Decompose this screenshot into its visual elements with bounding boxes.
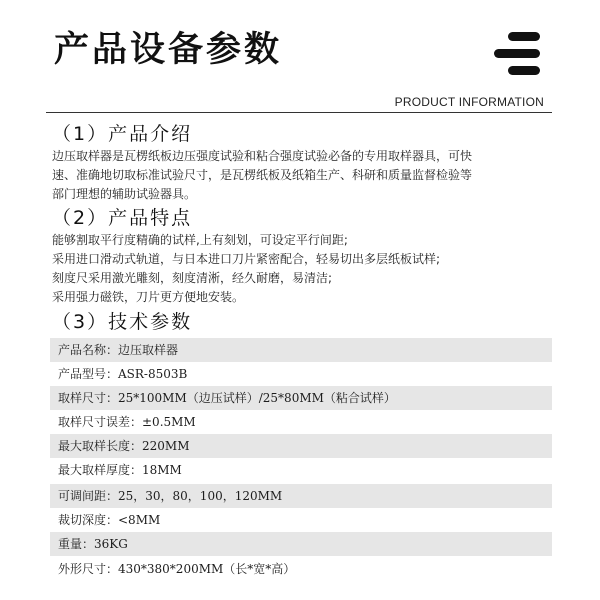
menu-icon[interactable] [494, 30, 546, 78]
features-paragraph [52, 231, 552, 307]
menu-bar-bottom [508, 66, 540, 75]
spec-row: 取样尺寸：25*100MM（边压试样）/25*80MM（粘合试样） [50, 386, 552, 410]
feature-line: 刻度尺采用激光雕刻，刻度清淅，经久耐磨，易清洁; [52, 271, 333, 285]
feature-line: 采用进口滑动式轨道，与日本进口刀片紧密配合，轻易切出多层纸板试样; [52, 252, 441, 266]
section-heading-features: （2）产品特点 [52, 207, 193, 229]
spec-row: 外形尺寸：430*380*200MM（长*宽*高） [58, 562, 296, 576]
spec-row: 产品型号：ASR-8503B [58, 367, 188, 381]
spec-row: 裁切深度：<8MM [58, 513, 161, 527]
spec-row: 可调间距：25，30，80，100，120MM [50, 484, 552, 508]
intro-line: 速、准确地切取标准试验尺寸，是瓦楞纸板及纸箱生产、科研和质量监督检验等 [52, 168, 473, 182]
spec-row: 最大取样长度：220MM [50, 434, 552, 458]
intro-line: 部门理想的辅助试验器具。 [52, 187, 197, 201]
header-divider [46, 112, 552, 113]
page-title: 产品设备参数 [54, 30, 283, 70]
intro-paragraph [52, 147, 552, 204]
feature-line: 能够割取平行度精确的试样,上有刻划，可设定平行间距; [52, 233, 348, 247]
section-heading-specs: （3）技术参数 [52, 311, 193, 333]
spec-row: 产品名称：边压取样器 [50, 338, 552, 362]
intro-line: 边压取样器是瓦楞纸板边压强度试验和粘合强度试验必备的专用取样器具，可快 [52, 149, 473, 163]
spec-row: 取样尺寸误差：±0.5MM [58, 415, 196, 429]
section-heading-intro: （1）产品介绍 [52, 123, 193, 145]
spec-row: 最大取样厚度：18MM [58, 463, 182, 477]
menu-bar-top [508, 32, 540, 41]
spec-row: 重量：36KG [50, 532, 552, 556]
feature-line: 采用强力磁铁，刀片更方便地安装。 [52, 290, 245, 304]
page-subtitle: PRODUCT INFORMATION [394, 95, 544, 109]
menu-bar-middle [494, 49, 540, 58]
